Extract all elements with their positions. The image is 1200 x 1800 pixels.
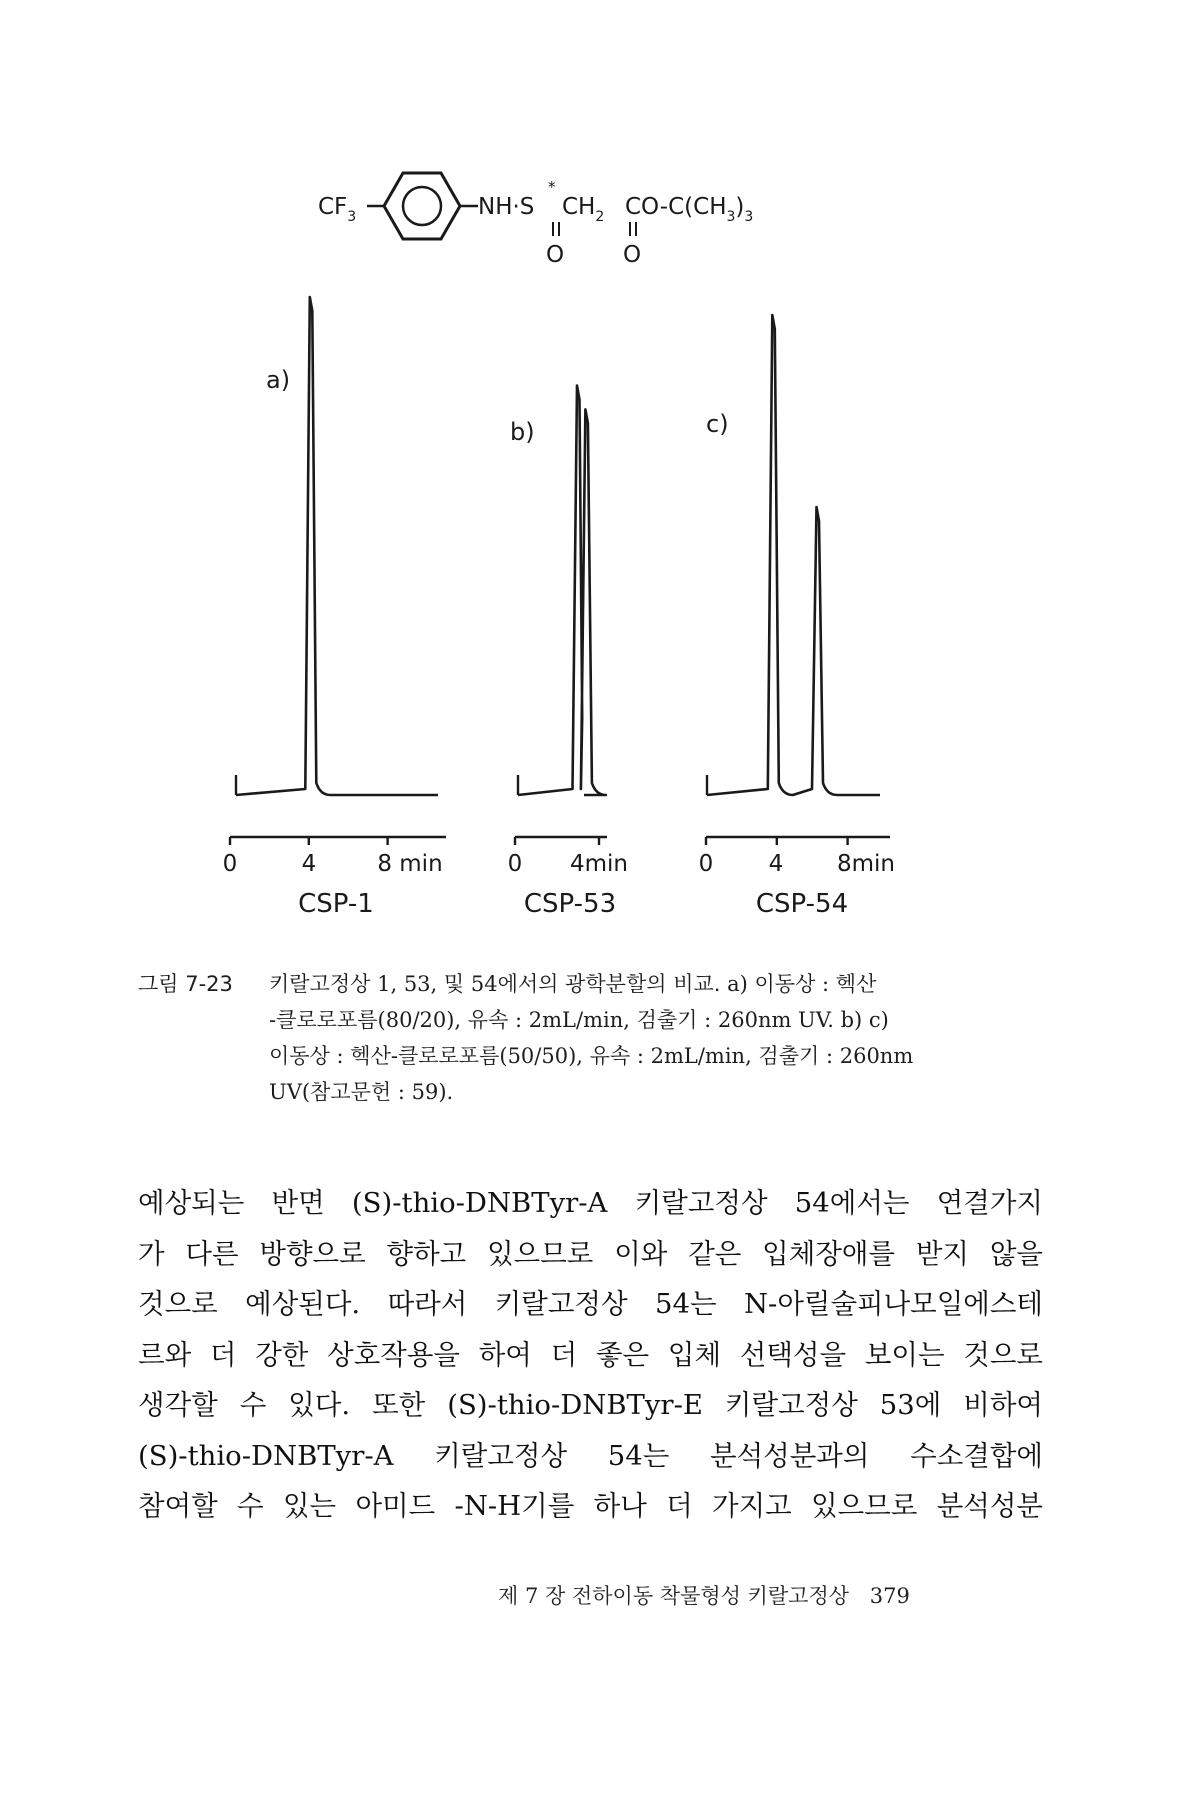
panel-label-b: b): [510, 418, 535, 446]
tick-label: 8min: [836, 851, 896, 877]
body-line: 생각할 수 있다. 또한 (S)-thio-DNBTyr-E 키랄고정상 53에 비하여: [138, 1389, 1043, 1421]
caption-line: -클로로포름(80/20), 유속 : 2mL/min, 검출기 : 260nm UV. b) c): [269, 1008, 889, 1032]
tick-label: 0: [507, 851, 523, 877]
sulfinyl-oxygen: O: [546, 242, 565, 268]
carbonyl-oxygen: O: [623, 242, 642, 268]
benzene-ring: [384, 173, 460, 239]
chromatogram-trace-2: [518, 386, 606, 795]
tick-label: 0: [222, 851, 238, 877]
body-line: 것으로 예상된다. 따라서 키랄고정상 54는 N-아릴술피나모일에스테: [138, 1288, 1043, 1320]
body-line: 참여할 수 있는 아미드 -N-H기를 하나 더 가지고 있으므로 분석성분: [138, 1490, 1043, 1522]
tick-label: 4: [301, 851, 317, 877]
body-line: 가 다른 방향으로 향하고 있으므로 이와 같은 입체장애를 받지 않을: [138, 1237, 1043, 1270]
caption-line: 키랄고정상 1, 53, 및 54에서의 광학분할의 비교. a) 이동상 : 헥산: [269, 972, 877, 996]
panel-label-c: c): [706, 410, 729, 438]
structure-cf3: $CF_3$: [318, 194, 357, 225]
column-title-csp53: CSP-53: [523, 889, 617, 919]
panel-label-a: a): [266, 366, 291, 394]
page-number: 379: [869, 1584, 910, 1608]
tick-label: 4: [768, 851, 784, 877]
column-title-csp54: CSP-54: [755, 889, 849, 919]
tick-label: 0: [698, 851, 714, 877]
chromatogram-trace-3: [707, 315, 880, 795]
aromatic-circle: [403, 187, 441, 225]
caption-line: 이동상 : 헥산-클로로포름(50/50), 유속 : 2mL/min, 검출기 : 260nm: [269, 1044, 914, 1068]
page-footer: [498, 1580, 1018, 1610]
body-paragraph: [138, 1178, 1043, 1532]
body-line: (S)-thio-DNBTyr-A 키랄고정상 54는 분석성분과의 수소결합에: [138, 1439, 1043, 1472]
structure-nh-s: NH·S: [478, 194, 535, 220]
structure-ch2: $CH_2$: [562, 194, 605, 225]
chiral-star: *: [548, 178, 556, 196]
caption-line: UV(참고문헌 : 59).: [269, 1080, 454, 1104]
tick-label: 8 min: [377, 851, 443, 877]
tick-label: 4min: [569, 851, 629, 877]
caption-label: 그림 7-23: [138, 972, 233, 996]
body-line: 예상되는 반면 (S)-thio-DNBTyr-A 키랄고정상 54에서는 연결가지: [138, 1187, 1043, 1219]
column-title-csp1: CSP-1: [298, 889, 374, 919]
footer-chapter: 제 7 장 전하이동 착물형성 키랄고정상: [498, 1584, 850, 1608]
structure-ester: $CO-C(CH_3)_3$: [625, 194, 754, 225]
caption-text: [269, 966, 1049, 1110]
body-line: 르와 더 강한 상호작용을 하여 더 좋은 입체 선택성을 보이는 것으로: [138, 1338, 1043, 1371]
chemical-structure: [318, 173, 753, 268]
